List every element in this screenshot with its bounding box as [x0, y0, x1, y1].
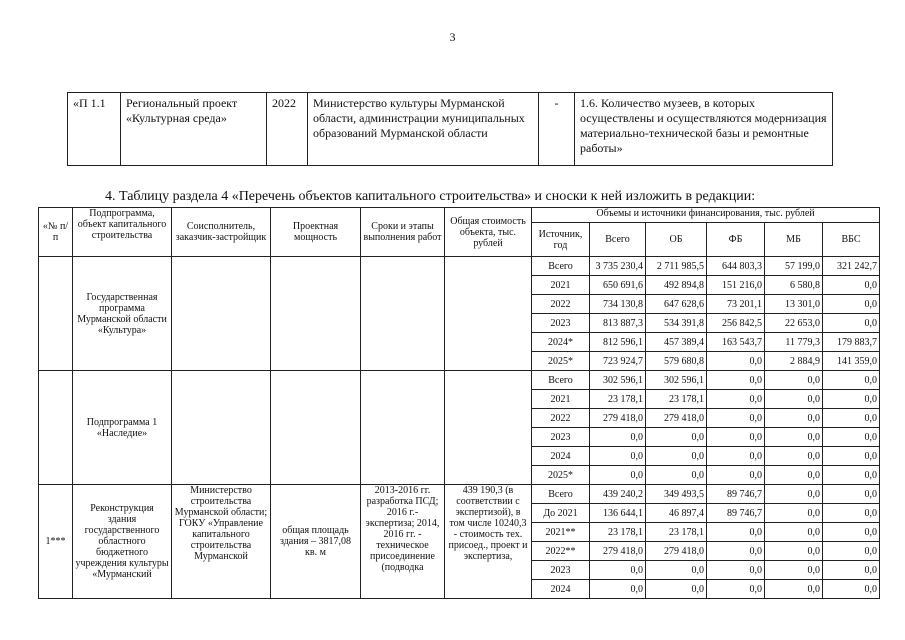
executor-name: Министерство строительства Мурманской области; ГОКУ «Управление капитального строительства Мурманской [172, 485, 271, 599]
fb-cell: 0,0 [707, 466, 765, 485]
mb-cell: 0,0 [765, 371, 823, 390]
vbs-cell: 0,0 [823, 390, 880, 409]
vbs-cell: 141 359,0 [823, 352, 880, 371]
header-mb: МБ [765, 223, 823, 257]
total-cell: 723 924,7 [590, 352, 646, 371]
capital-construction-table [38, 207, 880, 599]
section-heading: 4. Таблицу раздела 4 «Перечень объектов капитального строительства» и сноски к ней изложить в редакции: [105, 189, 756, 204]
ob-cell: 23 178,1 [646, 390, 707, 409]
year-cell: До 2021 [532, 504, 590, 523]
mb-cell: 0,0 [765, 561, 823, 580]
project-executor: Министерство культуры Мурманской области, администрации муниципальных образований Мурманской области [308, 93, 539, 166]
total-cell: 734 130,8 [590, 295, 646, 314]
fb-cell: 0,0 [707, 428, 765, 447]
year-cell: 2025* [532, 352, 590, 371]
ob-cell: 0,0 [646, 580, 707, 599]
row-code: «П 1.1 [68, 93, 121, 166]
table-row [39, 485, 880, 504]
fb-cell: 0,0 [707, 542, 765, 561]
vbs-cell: 179 883,7 [823, 333, 880, 352]
stages-text: 2013-2016 гг. разработка ПСД; 2016 г.- экспертиза; 2014, 2016 гг. - техническое присоединение (подводка [361, 485, 445, 599]
year-cell: 2022 [532, 409, 590, 428]
total-cell: 0,0 [590, 428, 646, 447]
previous-table-fragment [67, 92, 833, 166]
vbs-cell: 0,0 [823, 542, 880, 561]
total-cell: 23 178,1 [590, 390, 646, 409]
total-cost-value [445, 257, 532, 371]
mb-cell: 0,0 [765, 523, 823, 542]
total-cell: 813 887,3 [590, 314, 646, 333]
vbs-cell: 0,0 [823, 485, 880, 504]
ob-cell: 0,0 [646, 447, 707, 466]
vbs-cell: 0,0 [823, 447, 880, 466]
year-cell: 2022 [532, 295, 590, 314]
ob-cell: 492 894,8 [646, 276, 707, 295]
ob-cell: 23 178,1 [646, 523, 707, 542]
total-cell: 650 691,6 [590, 276, 646, 295]
fb-cell: 0,0 [707, 561, 765, 580]
year-cell: Всего [532, 257, 590, 276]
mb-cell: 11 779,3 [765, 333, 823, 352]
vbs-cell: 321 242,7 [823, 257, 880, 276]
vbs-cell: 0,0 [823, 580, 880, 599]
vbs-cell: 0,0 [823, 428, 880, 447]
stages-text [361, 371, 445, 485]
year-cell: Всего [532, 485, 590, 504]
vbs-cell: 0,0 [823, 314, 880, 333]
fb-cell: 0,0 [707, 409, 765, 428]
executor-name [172, 257, 271, 371]
stages-text [361, 257, 445, 371]
fb-cell: 89 746,7 [707, 485, 765, 504]
total-cell: 0,0 [590, 580, 646, 599]
table-header-row [39, 208, 880, 223]
vbs-cell: 0,0 [823, 409, 880, 428]
row-number [39, 371, 73, 485]
ob-cell: 46 897,4 [646, 504, 707, 523]
object-name: Государственная программа Мурманской области «Культура» [73, 257, 172, 371]
year-cell: 2025* [532, 466, 590, 485]
vbs-cell: 0,0 [823, 295, 880, 314]
ob-cell: 279 418,0 [646, 542, 707, 561]
year-cell: 2024* [532, 333, 590, 352]
total-cell: 279 418,0 [590, 542, 646, 561]
fb-cell: 0,0 [707, 447, 765, 466]
total-cost-value [445, 371, 532, 485]
ob-cell: 0,0 [646, 428, 707, 447]
ob-cell: 2 711 985,5 [646, 257, 707, 276]
vbs-cell: 0,0 [823, 561, 880, 580]
header-executor: Соисполнитель, заказчик-застройщик [172, 208, 271, 257]
object-name: Подпрограмма 1 «Наследие» [73, 371, 172, 485]
year-cell: Всего [532, 371, 590, 390]
ob-cell: 0,0 [646, 561, 707, 580]
mb-cell: 0,0 [765, 542, 823, 561]
year-cell: 2023 [532, 561, 590, 580]
fb-cell: 0,0 [707, 580, 765, 599]
header-ob: ОБ [646, 223, 707, 257]
mb-cell: 22 653,0 [765, 314, 823, 333]
project-year: 2022 [267, 93, 308, 166]
ob-cell: 302 596,1 [646, 371, 707, 390]
total-cell: 23 178,1 [590, 523, 646, 542]
total-cell: 136 644,1 [590, 504, 646, 523]
total-cell: 0,0 [590, 561, 646, 580]
year-cell: 2023 [532, 428, 590, 447]
mb-cell: 0,0 [765, 504, 823, 523]
mb-cell: 13 301,0 [765, 295, 823, 314]
mb-cell: 0,0 [765, 466, 823, 485]
fb-cell: 0,0 [707, 523, 765, 542]
fb-cell: 644 803,3 [707, 257, 765, 276]
capacity-value: общая площадь здания – 3817,08 кв. м [271, 485, 361, 599]
ob-cell: 647 628,6 [646, 295, 707, 314]
mb-cell: 0,0 [765, 447, 823, 466]
ob-cell: 0,0 [646, 466, 707, 485]
table-row [68, 93, 833, 166]
year-cell: 2021 [532, 276, 590, 295]
fb-cell: 73 201,1 [707, 295, 765, 314]
fb-cell: 163 543,7 [707, 333, 765, 352]
header-num: «№ п/п [39, 208, 73, 257]
total-cell: 279 418,0 [590, 409, 646, 428]
header-total-cost: Общая стоимость объекта, тыс. рублей [445, 208, 532, 257]
total-cell: 439 240,2 [590, 485, 646, 504]
table-row [39, 257, 880, 276]
total-cell: 302 596,1 [590, 371, 646, 390]
vbs-cell: 0,0 [823, 466, 880, 485]
total-cell: 812 596,1 [590, 333, 646, 352]
vbs-cell: 0,0 [823, 523, 880, 542]
ob-cell: 534 391,8 [646, 314, 707, 333]
year-cell: 2021** [532, 523, 590, 542]
row-number [39, 257, 73, 371]
header-total: Всего [590, 223, 646, 257]
vbs-cell: 0,0 [823, 276, 880, 295]
table-row [39, 371, 880, 390]
header-object: Подпрограмма, объект капитального строительства [73, 208, 172, 257]
page-number: 3 [449, 30, 456, 44]
header-source: Источник, год [532, 223, 590, 257]
total-cell: 0,0 [590, 466, 646, 485]
project-name: Региональный проект «Культурная среда» [121, 93, 267, 166]
row-number: 1*** [39, 485, 73, 599]
ob-cell: 579 680,8 [646, 352, 707, 371]
header-stages: Сроки и этапы выполнения работ [361, 208, 445, 257]
vbs-cell: 0,0 [823, 504, 880, 523]
total-cell: 0,0 [590, 447, 646, 466]
mb-cell: 2 884,9 [765, 352, 823, 371]
capacity-value [271, 371, 361, 485]
fb-cell: 0,0 [707, 371, 765, 390]
capacity-value [271, 257, 361, 371]
year-cell: 2024 [532, 580, 590, 599]
executor-name [172, 371, 271, 485]
dash-cell: - [539, 93, 575, 166]
header-funding: Объемы и источники финансирования, тыс. рублей [532, 208, 880, 223]
ob-cell: 457 389,4 [646, 333, 707, 352]
header-vbs: ВБС [823, 223, 880, 257]
fb-cell: 151 216,0 [707, 276, 765, 295]
project-indicator: 1.6. Количество музеев, в которых осуществлены и осуществляются модернизация материально-технической базы и ремонтные работы» [575, 93, 833, 166]
mb-cell: 0,0 [765, 409, 823, 428]
ob-cell: 349 493,5 [646, 485, 707, 504]
mb-cell: 57 199,0 [765, 257, 823, 276]
vbs-cell: 0,0 [823, 371, 880, 390]
mb-cell: 0,0 [765, 390, 823, 409]
fb-cell: 256 842,5 [707, 314, 765, 333]
header-fb: ФБ [707, 223, 765, 257]
mb-cell: 0,0 [765, 580, 823, 599]
mb-cell: 0,0 [765, 428, 823, 447]
fb-cell: 0,0 [707, 352, 765, 371]
ob-cell: 279 418,0 [646, 409, 707, 428]
year-cell: 2023 [532, 314, 590, 333]
total-cost-value: 439 190,3 (в соответствии с экспертизой), в том числе 10240,3 - стоимость тех. присоед., проект и экспертиза, [445, 485, 532, 599]
year-cell: 2024 [532, 447, 590, 466]
table-body [39, 257, 880, 599]
total-cell: 3 735 230,4 [590, 257, 646, 276]
fb-cell: 89 746,7 [707, 504, 765, 523]
mb-cell: 6 580,8 [765, 276, 823, 295]
year-cell: 2021 [532, 390, 590, 409]
year-cell: 2022** [532, 542, 590, 561]
header-capacity: Проектная мощность [271, 208, 361, 257]
fb-cell: 0,0 [707, 390, 765, 409]
object-name: Реконструкция здания государственного областного бюджетного учреждения культуры «Мурманский [73, 485, 172, 599]
mb-cell: 0,0 [765, 485, 823, 504]
